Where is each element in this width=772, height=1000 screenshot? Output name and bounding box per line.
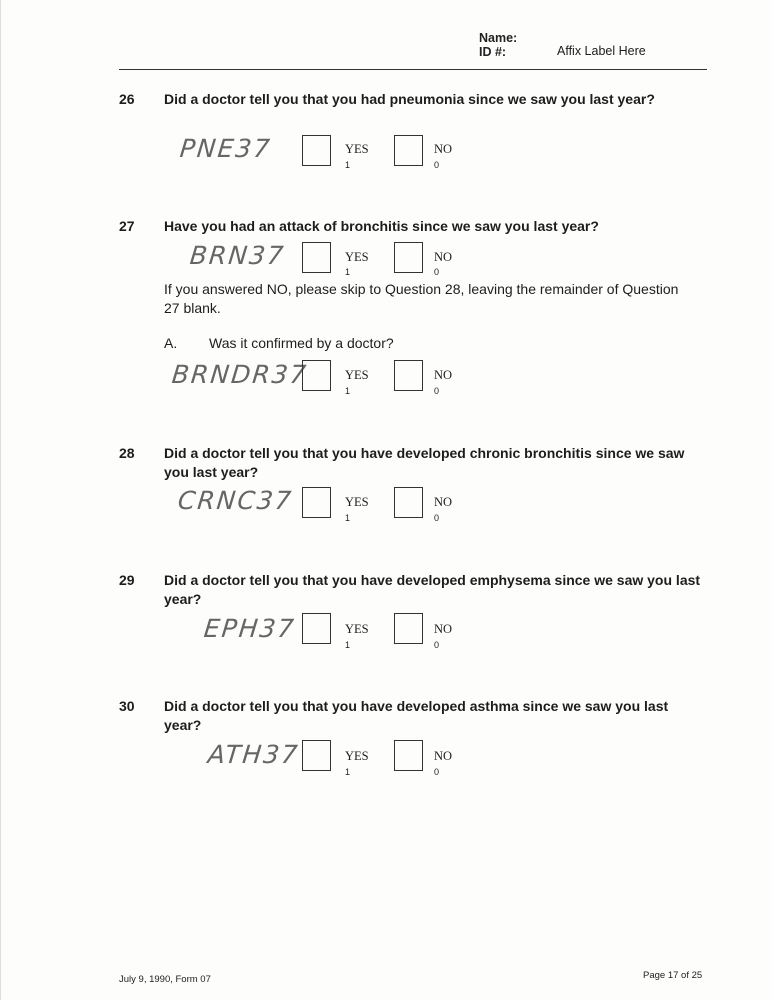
variable-code: BRNDR37 [170, 360, 310, 389]
yes-value: 1 [345, 767, 351, 777]
id-label: ID #: [479, 45, 507, 59]
affix-label: Affix Label Here [557, 44, 646, 58]
question-number: 28 [119, 445, 135, 461]
yes-label: YES [345, 142, 369, 156]
question-number: 30 [119, 698, 135, 714]
no-label: NO [434, 368, 453, 382]
yes-checkbox[interactable] [302, 613, 331, 644]
question-number: 27 [119, 218, 135, 234]
no-checkbox[interactable] [394, 135, 423, 166]
yes-checkbox[interactable] [302, 360, 331, 391]
question-text: Did a doctor tell you that you have developed asthma since we saw you last year? [164, 698, 669, 733]
yes-value: 1 [345, 160, 351, 170]
no-checkbox[interactable] [394, 613, 423, 644]
footer-page-number: Page 17 of 25 [643, 970, 703, 981]
yes-label: YES [345, 622, 369, 636]
no-value: 0 [434, 386, 440, 396]
no-checkbox[interactable] [394, 360, 423, 391]
variable-code: EPH37 [202, 614, 298, 643]
no-label: NO [434, 142, 453, 156]
yes-label: YES [345, 495, 369, 509]
question-text: Did a doctor tell you that you had pneumonia since we saw you last year? [164, 91, 655, 107]
no-label: NO [434, 749, 453, 763]
footer-date-form: July 9, 1990, Form 07 [119, 974, 211, 985]
sub-question-letter: A. [164, 335, 178, 351]
yes-checkbox[interactable] [302, 487, 331, 518]
variable-code: CRNC37 [176, 486, 295, 515]
yes-checkbox[interactable] [302, 135, 331, 166]
no-value: 0 [434, 640, 440, 650]
variable-code: BRN37 [188, 241, 287, 270]
name-label: Name: [479, 31, 518, 45]
no-checkbox[interactable] [394, 487, 423, 518]
no-label: NO [434, 250, 453, 264]
yes-checkbox[interactable] [302, 740, 331, 771]
question-text: Did a doctor tell you that you have developed emphysema since we saw you last year? [164, 572, 701, 607]
yes-label: YES [345, 749, 369, 763]
question-text: Have you had an attack of bronchitis since we saw you last year? [164, 218, 599, 234]
no-checkbox[interactable] [394, 740, 423, 771]
no-value: 0 [434, 513, 440, 523]
skip-instruction: If you answered NO, please skip to Question 28, leaving the remainder of Question 27 blank. [164, 281, 679, 316]
no-label: NO [434, 622, 453, 636]
question-number: 29 [119, 572, 135, 588]
yes-label: YES [345, 250, 369, 264]
yes-value: 1 [345, 640, 351, 650]
no-checkbox[interactable] [394, 242, 423, 273]
yes-label: YES [345, 368, 369, 382]
yes-value: 1 [345, 513, 351, 523]
yes-checkbox[interactable] [302, 242, 331, 273]
no-value: 0 [434, 160, 440, 170]
variable-code: PNE37 [178, 134, 273, 163]
no-value: 0 [434, 767, 440, 777]
page-edge [0, 0, 1, 1000]
no-value: 0 [434, 267, 440, 277]
no-label: NO [434, 495, 453, 509]
yes-value: 1 [345, 267, 351, 277]
question-text: Did a doctor tell you that you have developed chronic bronchitis since we saw you last year? [164, 445, 685, 480]
yes-value: 1 [345, 386, 351, 396]
question-number: 26 [119, 91, 135, 107]
variable-code: ATH37 [206, 740, 301, 769]
header-rule [119, 69, 707, 70]
sub-question-text: Was it confirmed by a doctor? [209, 335, 394, 351]
